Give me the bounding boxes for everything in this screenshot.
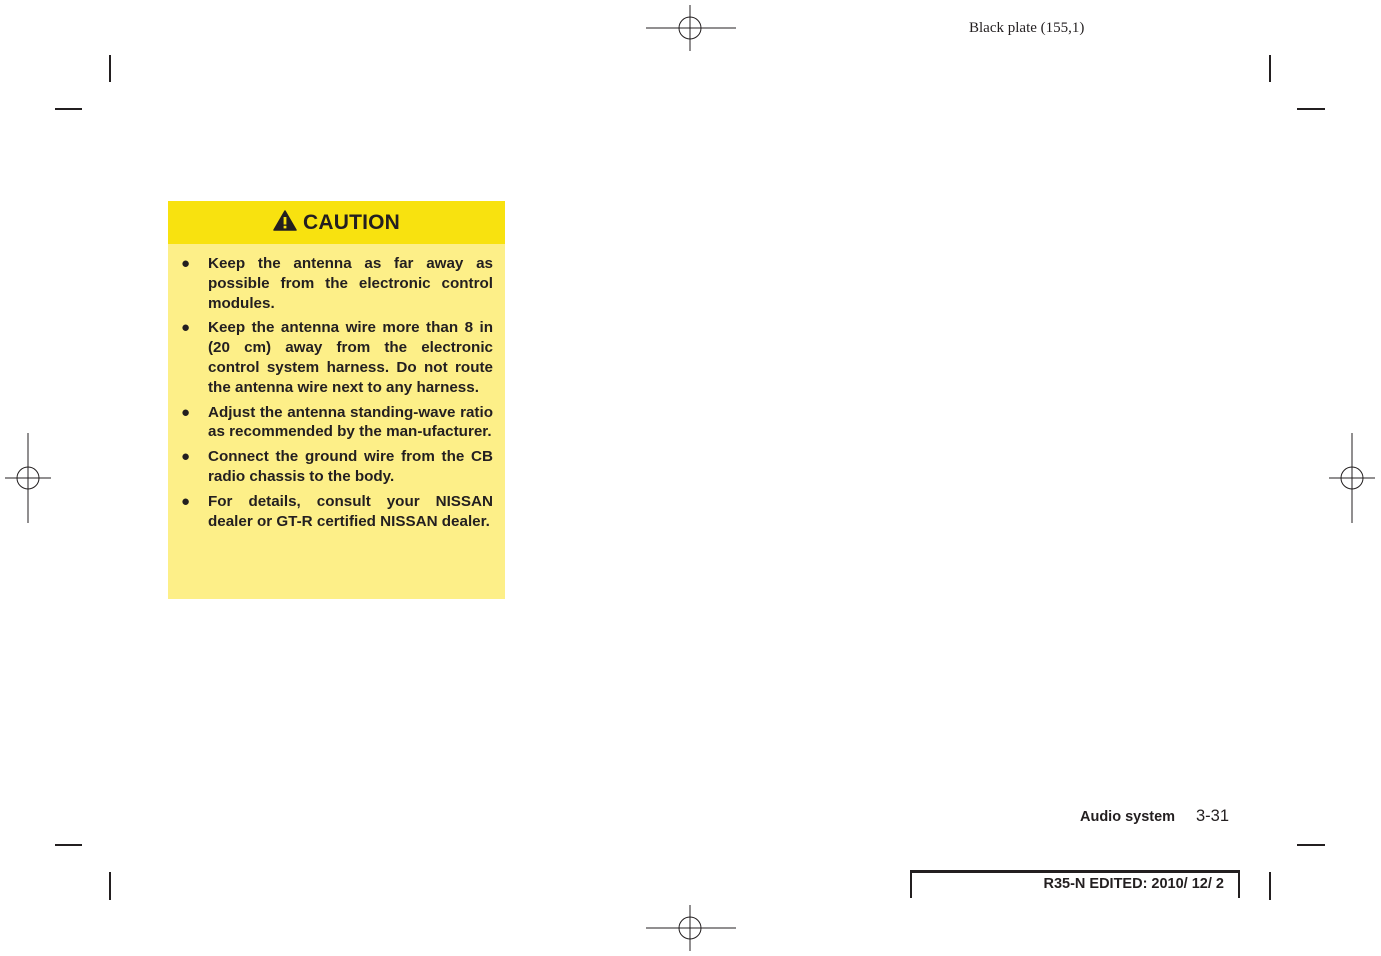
crop-mark	[1269, 55, 1271, 82]
caution-header	[168, 201, 505, 244]
list-item: ● For details, consult your NISSAN dealer or GT-R certified NISSAN dealer.	[181, 492, 493, 530]
edited-text: R35-N EDITED: 2010/ 12/ 2	[1043, 876, 1224, 892]
registration-mark-right	[1329, 433, 1375, 528]
section-title: Audio system	[1080, 809, 1176, 825]
list-item: ● Connect the ground wire from the CB radio chassis to the body.	[181, 448, 493, 485]
crop-mark	[1297, 844, 1325, 846]
registration-mark-bottom	[646, 905, 736, 956]
page-number: 3-31	[1196, 807, 1230, 825]
crop-mark	[55, 844, 82, 846]
caution-title: CAUTION	[302, 210, 401, 234]
plate-label: Black plate (155,1)	[969, 20, 1085, 36]
list-item: ● Keep the antenna wire more than 8 in (20 cm) away from the electronic control system harness. Do not route the antenna wire next to any harness.	[181, 319, 493, 396]
registration-mark-top	[646, 5, 736, 56]
crop-mark	[109, 55, 111, 82]
bullet-icon: ●	[181, 319, 191, 337]
warning-triangle-icon	[273, 210, 297, 236]
registration-mark-left	[5, 433, 51, 528]
bullet-icon: ●	[181, 492, 191, 510]
crop-mark	[55, 108, 82, 110]
crop-mark	[109, 872, 111, 900]
list-item: ● Keep the antenna as far away as possible from the electronic control modules.	[181, 255, 493, 312]
crop-mark	[1269, 872, 1271, 900]
bullet-icon: ●	[181, 403, 191, 421]
bullet-icon: ●	[181, 255, 191, 272]
edited-stamp	[910, 870, 1240, 898]
caution-box	[168, 201, 505, 599]
crop-mark	[1297, 108, 1325, 110]
bullet-icon: ●	[181, 448, 191, 466]
caution-list	[168, 244, 505, 531]
list-item: ● Adjust the antenna standing-wave ratio as recommended by the man-ufacturer.	[181, 403, 493, 441]
